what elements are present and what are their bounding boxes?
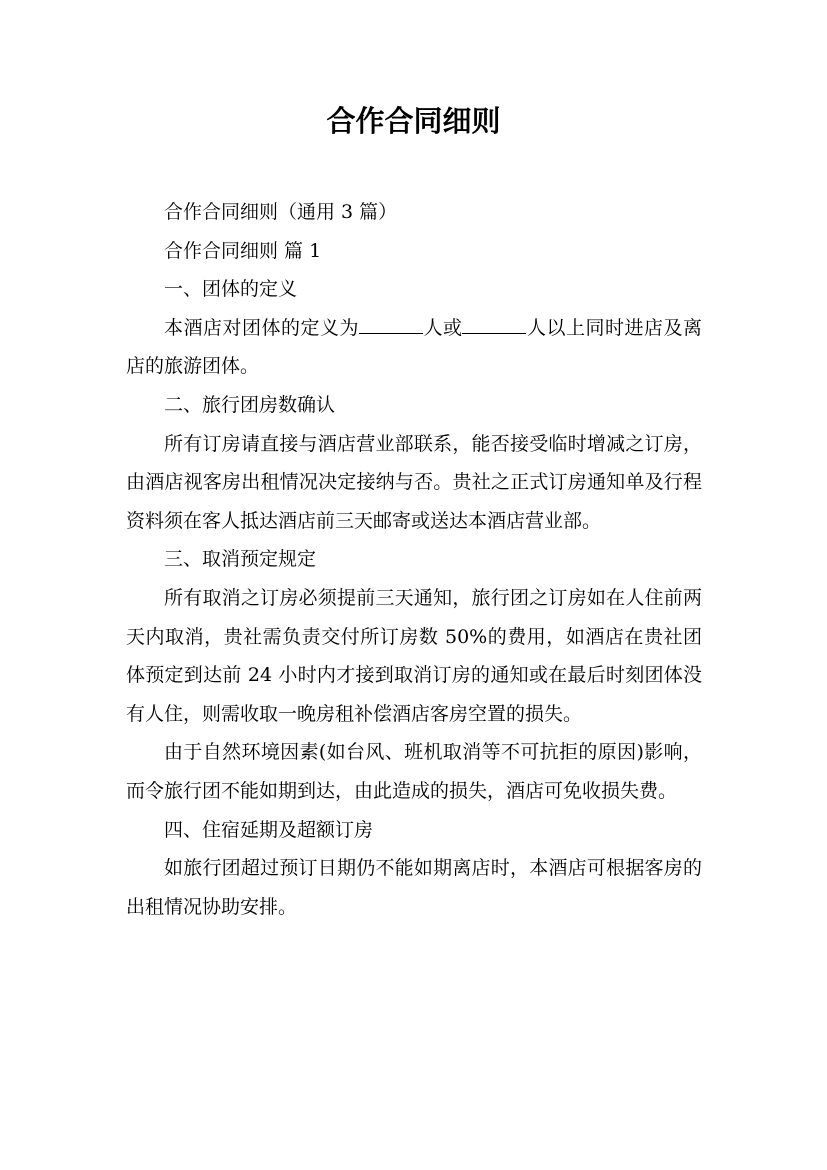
document-title: 合作合同细则 [326, 104, 501, 138]
definition-text-2: 人或 [422, 316, 463, 339]
document-body [126, 193, 702, 926]
definition-text-3: 人以上同时进店及离店的旅游团体。 [126, 316, 702, 378]
part-heading: 合作合同细则 篇 1 [164, 239, 322, 262]
document-subtitle: 合作合同细则（通用 3 篇） [164, 201, 398, 223]
section-2-paragraph-1: 所有订房请直接与酒店营业部联系，能否接受临时增减之订房，由酒店视客房出租情况决定接纳与否。贵社之正式订房通知单及行程资料须在客人抵达酒店前三天邮寄或送达本酒店营业部。 [126, 432, 702, 532]
blank-line-2 [462, 315, 526, 334]
definition-paragraph [126, 309, 702, 386]
section-heading-4: 四、住宿延期及超额订房 [164, 818, 374, 841]
definition-text-1: 本酒店对团体的定义为 [164, 316, 359, 339]
blank-line-1 [359, 315, 423, 334]
section-3-paragraph-2: 由于自然环境因素(如台风、班机取消等不可抗拒的原因)影响，而令旅行团不能如期到达，由此造成的损失，酒店可免收损失费。 [126, 741, 702, 802]
section-3-paragraph-1: 所有取消之订房必须提前三天通知，旅行团之订房如在人住前两天内取消，贵社需负责交付所订房数 50%的费用，如酒店在贵社团体预定到达前 24 小时内才接到取消订房的通知或在最后时刻团体没有人住，则需收取一晚房租补偿酒店客房空置的损失。 [126, 586, 702, 725]
section-4-paragraph-1: 如旅行团超过预订日期仍不能如期离店时，本酒店可根据客房的出租情况协助安排。 [126, 857, 702, 918]
section-heading-1: 一、团体的定义 [164, 278, 298, 301]
section-heading-2: 二、旅行团房数确认 [164, 393, 336, 416]
section-heading-3: 三、取消预定规定 [164, 548, 317, 571]
